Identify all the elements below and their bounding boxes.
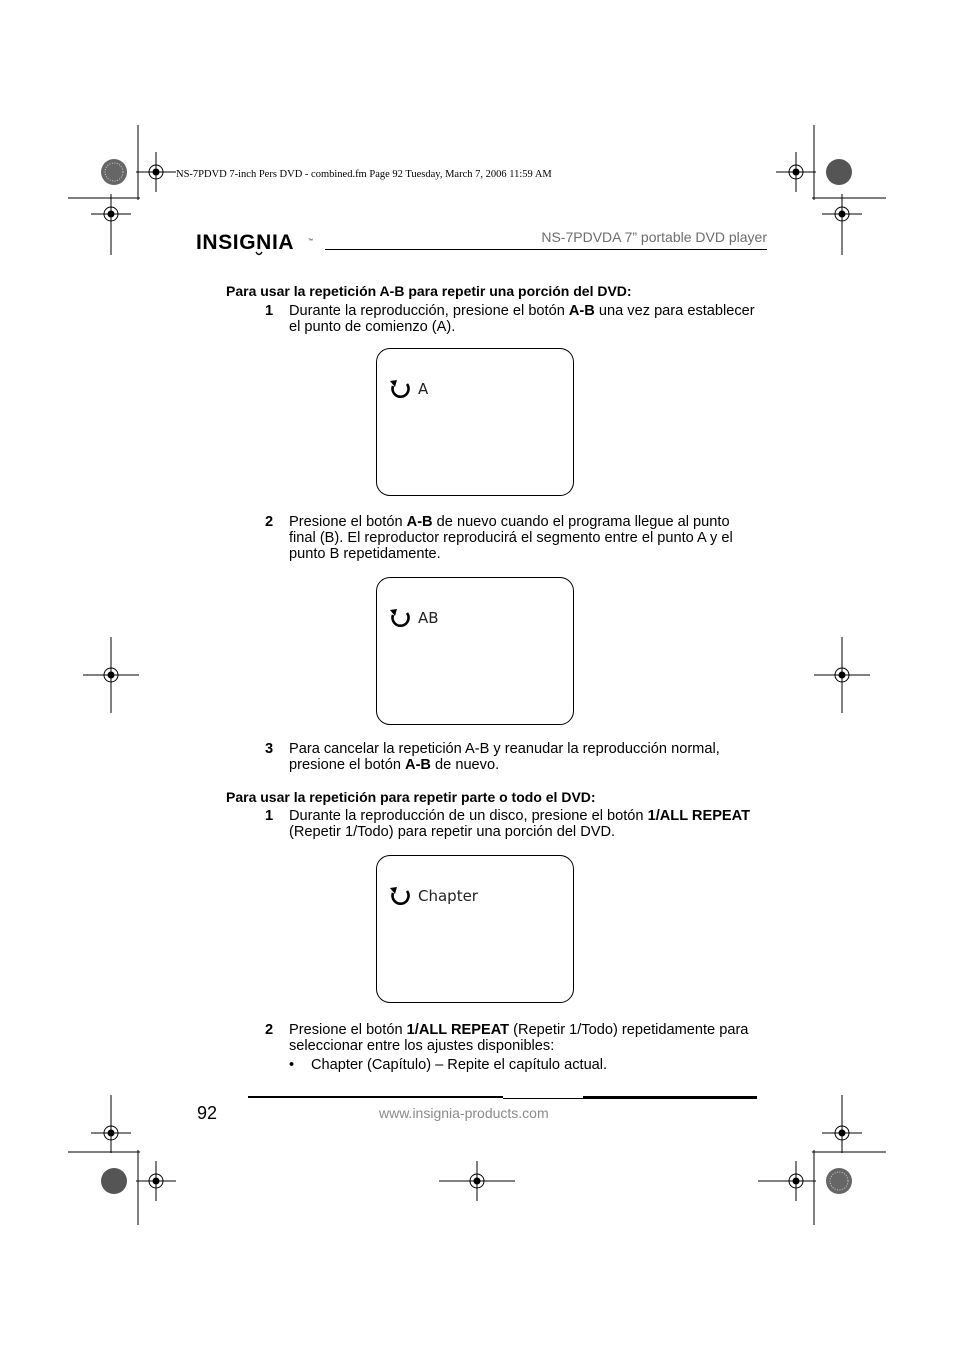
osd-screen: [376, 855, 574, 1003]
step-text: Durante la reproducción de un disco, presione el botón 1/ALL REPEAT (Repetir 1/Todo) para repetir una porción del DVD.: [289, 808, 751, 840]
osd-label: A: [418, 380, 429, 398]
step-number: 3: [265, 741, 274, 757]
footer-url[interactable]: www.insignia-products.com: [379, 1105, 549, 1121]
step-item: [265, 1022, 765, 1056]
footer-rule: [583, 1096, 757, 1098]
step-item: [265, 514, 765, 564]
bullet-text: Chapter (Capítulo) – Repite el capítulo actual.: [311, 1057, 608, 1073]
insignia-logo: [196, 228, 314, 260]
step-number: 1: [265, 808, 274, 824]
page-number: 92: [197, 1103, 218, 1123]
step-text: Presione el botón A-B de nuevo cuando el programa llegue al punto final (B). El reproductor reproducirá el segmento entre el punto A y el punto B repetidamente.: [289, 514, 733, 562]
repeat-icon: [387, 378, 415, 400]
osd-screen: [376, 348, 574, 496]
osd-screen: [376, 577, 574, 725]
bullet-icon: •: [289, 1057, 295, 1073]
bullet-item: [289, 1057, 607, 1073]
repeat-indicator: [387, 607, 439, 629]
brand-logo: [196, 228, 314, 265]
print-slug: NS-7PDVD 7-inch Pers DVD - combined.fm Page 92 Tuesday, March 7, 2006 11:59 AM: [176, 169, 552, 180]
header-title: NS-7PDVDA 7” portable DVD player: [541, 229, 767, 245]
step-number: 2: [265, 1022, 274, 1038]
step-number: 2: [265, 514, 274, 530]
step-text: Presione el botón 1/ALL REPEAT (Repetir 1/Todo) repetidamente para seleccionar entre los ajustes disponibles:: [289, 1022, 749, 1054]
step-item: [265, 741, 765, 775]
section-heading-repeat: Para usar la repetición para repetir parte o todo el DVD:: [226, 789, 596, 805]
osd-label: Chapter: [418, 887, 478, 905]
repeat-icon: [387, 607, 415, 629]
step-text: Para cancelar la repetición A-B y reanudar la reproducción normal, presione el botón A-B de nuevo.: [289, 741, 720, 773]
osd-label: AB: [418, 609, 439, 627]
header-rule: [325, 249, 767, 250]
repeat-icon: [387, 885, 415, 907]
brand-text: INSIGNIA: [196, 231, 295, 254]
step-item: [265, 303, 765, 337]
repeat-indicator: [387, 378, 428, 400]
footer-rule: [248, 1096, 503, 1098]
footer-rule: [503, 1098, 757, 1099]
svg-text:™: ™: [308, 238, 313, 244]
step-text: Durante la reproducción, presione el botón A-B una vez para establecer el punto de comienzo (A).: [289, 303, 755, 335]
repeat-indicator: [387, 885, 478, 907]
section-heading-ab-repeat: Para usar la repetición A-B para repetir una porción del DVD:: [226, 283, 632, 299]
step-item: [265, 808, 765, 842]
step-number: 1: [265, 303, 274, 319]
